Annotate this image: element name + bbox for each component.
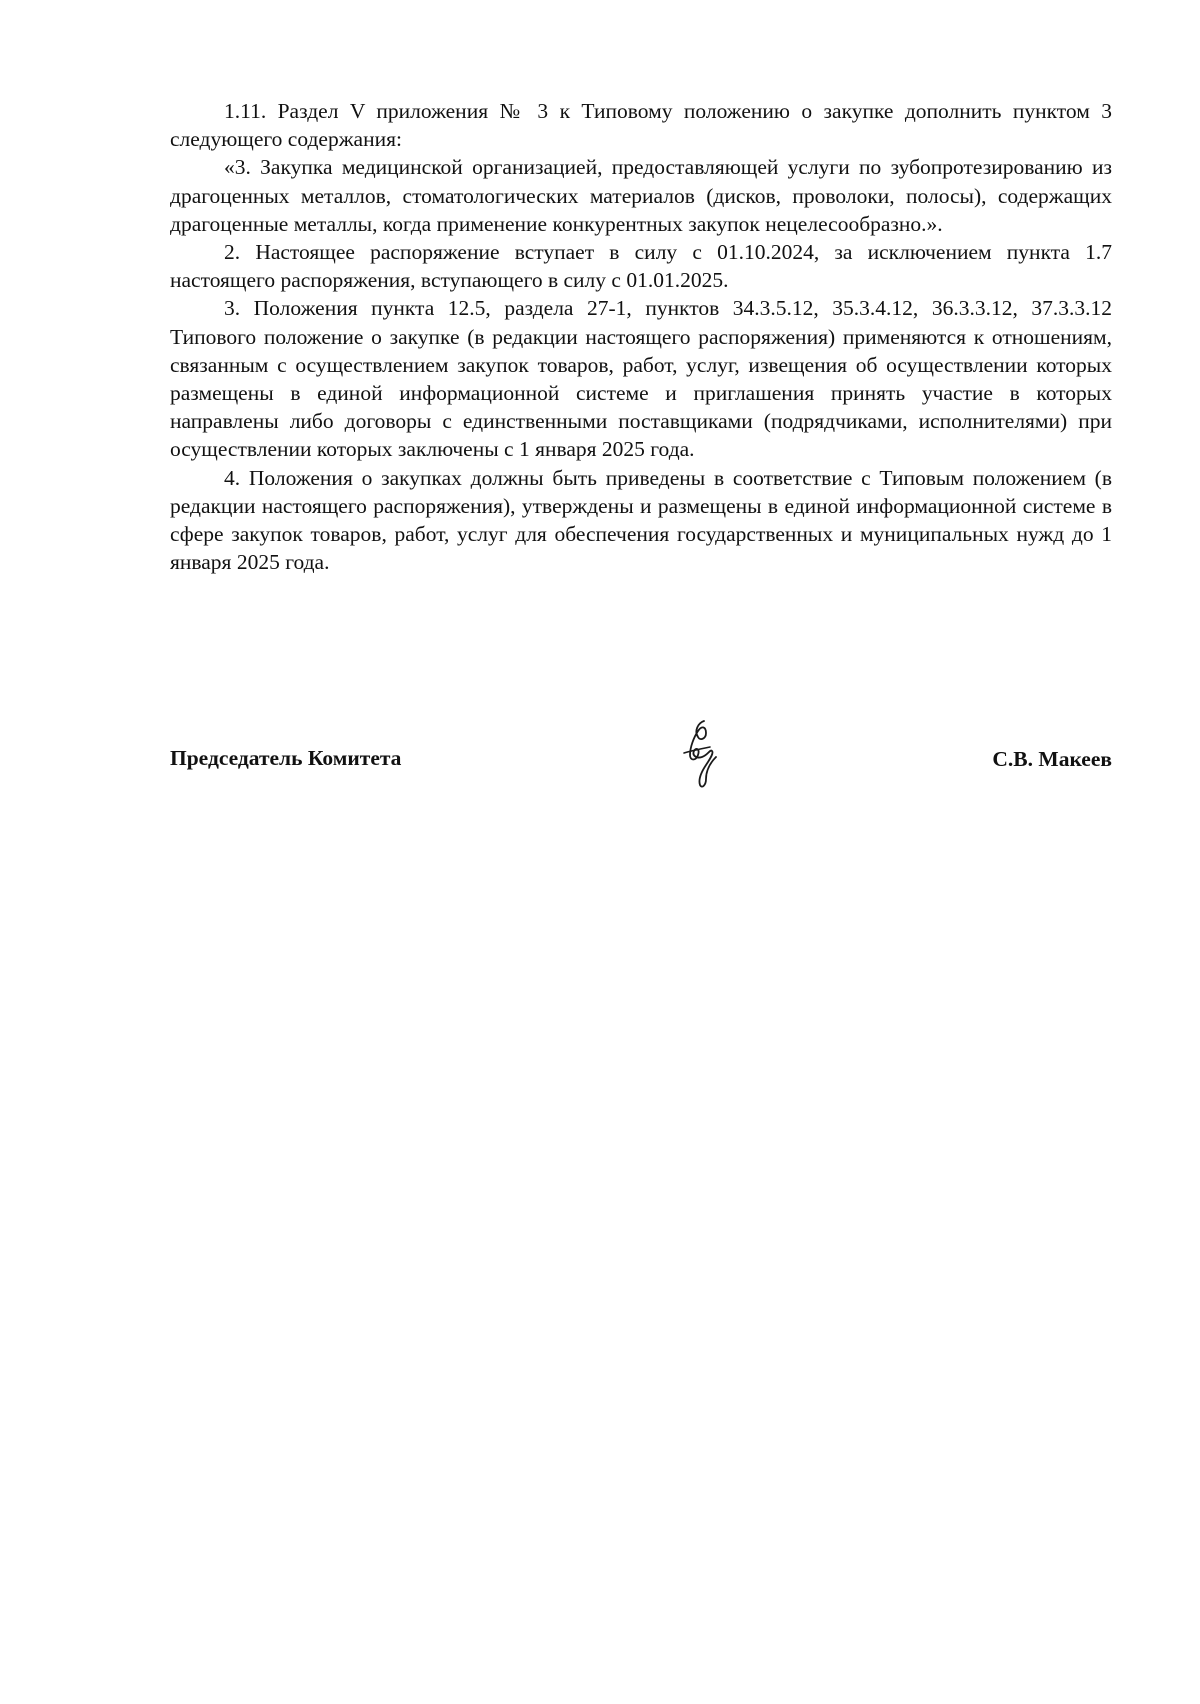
signatory-name: С.В. Макеев [992, 747, 1112, 771]
paragraph-quote-3: «3. Закупка медицинской организацией, предоставляющей услуги по зубопротезированию из драгоценных металлов, стоматологических материалов (дисков, проволоки, полосы), содержащих драгоценные металлы, когда применение конкурентных закупок нецелесообразно.». [170, 155, 1112, 236]
paragraph-4: 4. Положения о закупках должны быть приведены в соответствие с Типовым положением (в редакции настоящего распоряжения), утверждены и размещены в единой информационной системе в сфере закупок товаров, работ, услуг для обеспечения государственных и муниципальных нужд до 1 января 2025 года. [170, 465, 1112, 575]
paragraph-2: 2. Настоящее распоряжение вступает в силу с 01.10.2024, за исключением пункта 1.7 настоящего распоряжения, вступающего в силу с 01.01.2025. [170, 240, 1112, 293]
handwritten-signature [660, 713, 740, 793]
signatory-position: Председатель Комитета [170, 746, 402, 770]
signature-block [170, 705, 1112, 795]
paragraph-1-11: 1.11. Раздел V приложения № 3 к Типовому положению о закупке дополнить пунктом 3 следующего содержания: [170, 99, 1112, 152]
paragraph-3: 3. Положения пункта 12.5, раздела 27-1, пунктов 34.3.5.12, 35.3.4.12, 36.3.3.12, 37.3.3.12 Типового положение о закупке (в редакции настоящего распоряжения) применяются к отношениям, связанным с осуществлением закупок товаров, работ, услуг, извещения об осуществлении которых размещены в единой информационной системе и приглашения принять участие в которых направлены либо договоры с единственными поставщиками (подрядчиками, исполнителями) при осуществлении которых заключены с 1 января 2025 года. [170, 296, 1112, 462]
document-body [170, 97, 1112, 576]
